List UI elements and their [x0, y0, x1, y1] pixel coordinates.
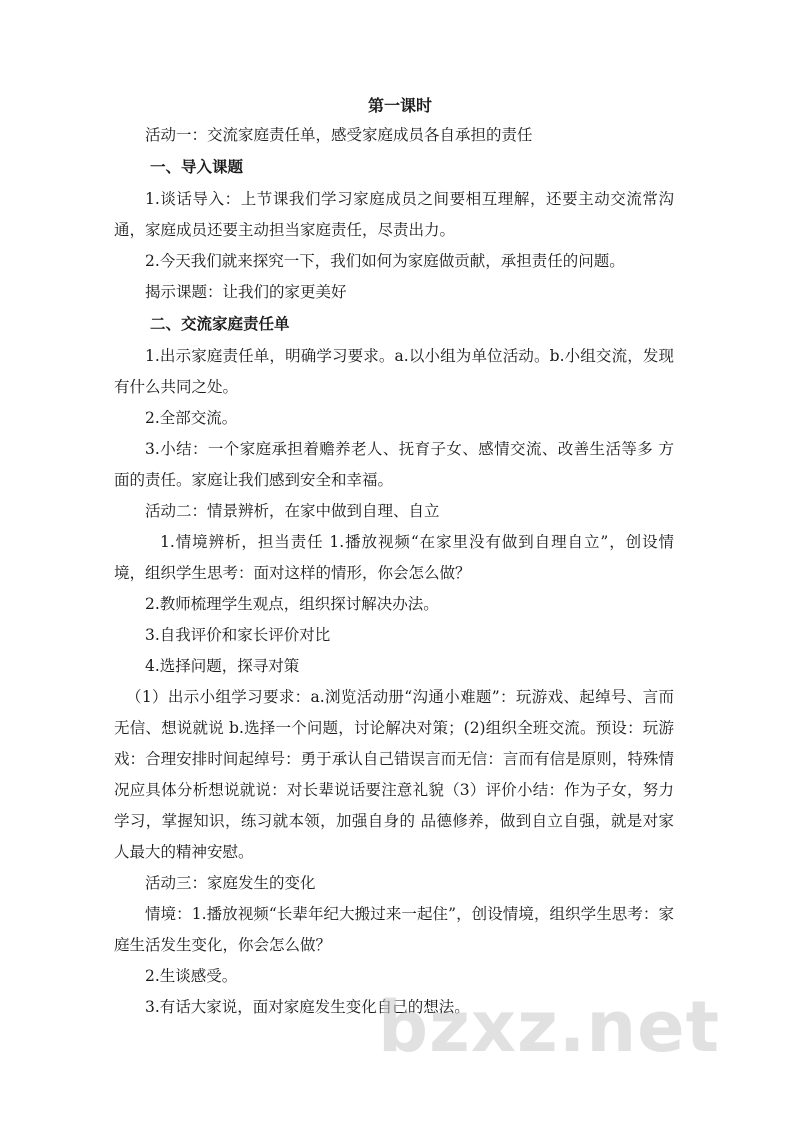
paragraph: 1.情境辨析，担当责任 1.播放视频“在家里没有做到自理自立”，创设情境，组织学生思考：面对这样的情形，你会怎么做？ [114, 533, 674, 582]
paragraph: 3.自我评价和家长评价对比 [145, 626, 331, 644]
section-heading-responsibility: 二、交流家庭责任单 [150, 315, 290, 333]
paragraph: 揭示课题：让我们的家更美好 [145, 283, 347, 301]
paragraph: 1.出示家庭责任单，明确学习要求。a.以小组为单位活动。b.小组交流，发现有什么共同之处。 [114, 347, 674, 396]
paragraph: 2.生谈感受。 [145, 967, 238, 985]
activity-two-heading: 活动二：情景辨析，在家中做到自理、自立 [145, 502, 440, 520]
paragraph: 2.教师梳理学生观点，组织探讨解决办法。 [145, 595, 439, 613]
activity-three-heading: 活动三：家庭发生的变化 [145, 874, 316, 892]
paragraph: 2.全部交流。 [145, 409, 238, 427]
paragraph: 情境：1.播放视频“长辈年纪大搬过来一起住”，创设情境，组织学生思考：家庭生活发生变化，你会怎么做？ [114, 905, 674, 954]
paragraph: 3.有话大家说，面对家庭发生变化自己的想法。 [145, 998, 470, 1016]
paragraph: （1）出示小组学习要求：a.浏览活动册“沟通小难题”：玩游戏、起绰号、言而无信、想说就说 b.选择一个问题，讨论解决对策；(2)组织全班交流。预设：玩游戏：合理安排时间起绰号：勇于承认自己错误言而无信：言而有信是原则，特殊情况应具体分析想说就说：对长辈说话要注意礼貌（3）评价小结：作为子女，努力学习，掌握知识，练习就本领，加强自身的 品德修养，做到自立自强，就是对家人最大的精神安慰。 [114, 688, 674, 861]
paragraph: 2.今天我们就来探究一下，我们如何为家庭做贡献，承担责任的问题。 [145, 252, 625, 270]
activity-one-heading: 活动一：交流家庭责任单，感受家庭成员各自承担的责任 [145, 126, 533, 144]
paragraph: 3.小结：一个家庭承担着赡养老人、抚育子女、感情交流、改善生活等多 方面的责任。家庭让我们感到安全和幸福。 [114, 440, 674, 489]
paragraph: 4.选择问题，探寻对策 [145, 657, 300, 675]
section-heading-intro: 一、导入课题 [150, 158, 244, 176]
page-title: 第一课时 [367, 96, 432, 115]
document-body [114, 120, 674, 1023]
paragraph: 1.谈话导入：上节课我们学习家庭成员之间要相互理解，还要主动交流常沟通，家庭成员还要主动担当家庭责任，尽责出力。 [114, 190, 674, 239]
watermark: bzxz.net [378, 986, 721, 1068]
